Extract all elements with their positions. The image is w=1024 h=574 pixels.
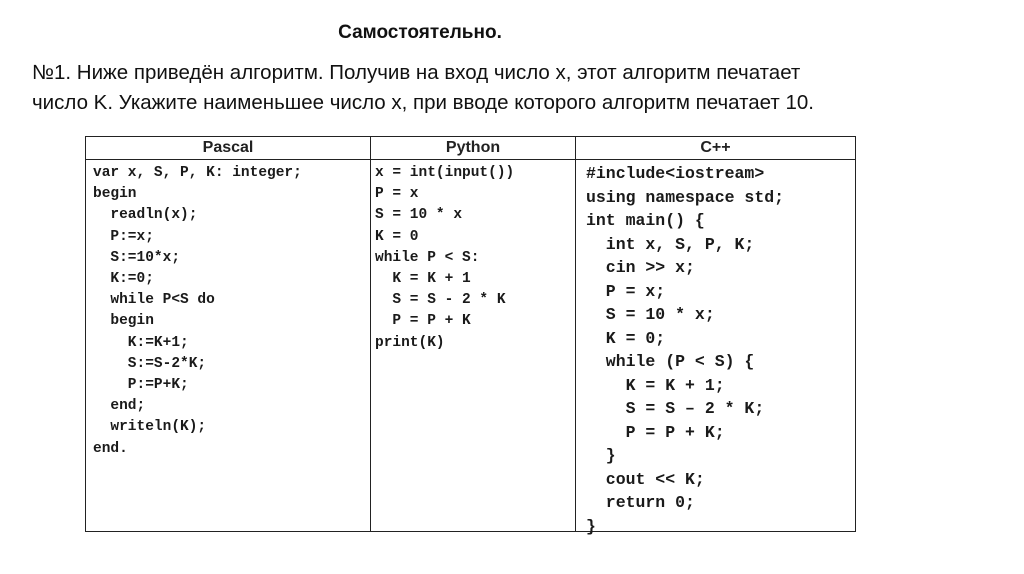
cpp-header: C++ (576, 137, 855, 160)
cpp-code-line: int x, S, P, K; (586, 234, 755, 254)
python-code-line: P = P + K (375, 313, 471, 330)
python-code-line: S = 10 * x (375, 207, 463, 224)
cpp-code-line: int main() { (586, 211, 705, 230)
pascal-code-line: readln(x); (93, 207, 198, 224)
python-header: Python (371, 137, 575, 160)
pascal-code-line: K:=K+1; (93, 334, 189, 351)
python-code-line: x = int(input()) (375, 165, 515, 181)
cpp-code-line: K = K + 1; (586, 375, 725, 395)
cpp-code-line: S = S – 2 * K; (586, 399, 765, 418)
pascal-code-line: var x, S, P, K: integer; (93, 165, 302, 181)
python-code-line: K = 0 (375, 228, 419, 245)
python-code-line: K = K + 1 (375, 271, 471, 288)
pascal-code-line: writeln(K); (93, 419, 207, 436)
cpp-code-line: cout << K; (586, 469, 705, 489)
cpp-code-line: P = x; (586, 281, 666, 301)
task-line-2: число K. Укажите наименьшее число x, при вводе которого алгоритм печатает 10. (32, 91, 814, 114)
pascal-code (86, 160, 370, 460)
cpp-column (576, 137, 855, 536)
cpp-code-line: S = 10 * x; (586, 305, 715, 324)
cpp-code-line: while (P < S) { (586, 352, 755, 371)
cpp-code-line: #include<iostream> (586, 164, 765, 183)
pascal-code-line: K:=0; (93, 271, 154, 288)
pascal-code-line: begin (93, 313, 154, 330)
pascal-column (86, 137, 371, 531)
pascal-code-line: end. (93, 440, 128, 457)
pascal-code-line: P:=P+K; (93, 377, 189, 394)
pascal-code-line: begin (93, 186, 137, 203)
cpp-code-line: } (586, 446, 616, 465)
pascal-code-line: end; (93, 398, 146, 415)
cpp-code-line: K = 0; (586, 328, 666, 348)
pascal-code-line: S:=10*x; (93, 249, 181, 266)
cpp-code-line: cin >> x; (586, 258, 695, 277)
python-code-line: S = S - 2 * K (375, 292, 506, 309)
cpp-code-line: P = P + K; (586, 422, 725, 442)
pascal-code-line: P:=x; (93, 228, 154, 245)
task-line-1: №1. Ниже приведён алгоритм. Получив на вход число x, этот алгоритм печатает (32, 61, 801, 84)
python-code (371, 160, 575, 354)
python-code-line: while P < S: (375, 249, 480, 266)
cpp-code (576, 160, 855, 538)
page-title: Самостоятельно. (338, 22, 502, 43)
pascal-code-line: while P<S do (93, 292, 215, 309)
cpp-code-line: return 0; (586, 493, 695, 512)
task-statement (32, 58, 992, 118)
cpp-code-line: using namespace std; (586, 187, 785, 207)
cpp-code-line: } (586, 516, 596, 536)
code-comparison-table (85, 136, 856, 536)
pascal-code-line: S:=S-2*K; (93, 355, 207, 372)
pascal-header: Pascal (86, 137, 370, 160)
python-code-line: print(K) (375, 334, 445, 351)
python-column (371, 137, 576, 531)
python-code-line: P = x (375, 186, 419, 203)
